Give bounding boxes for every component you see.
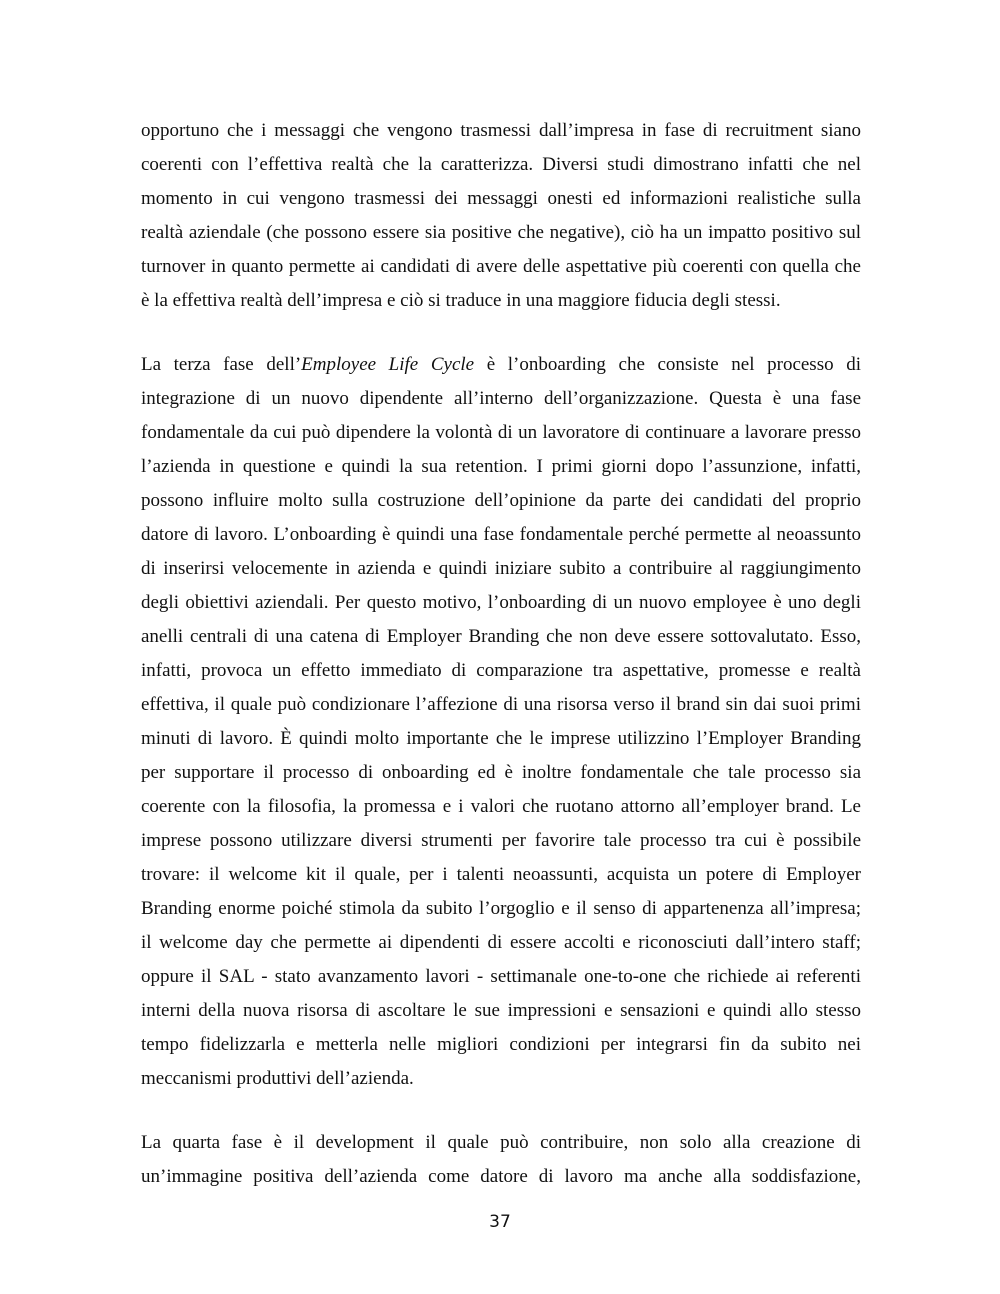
text-line bbox=[141, 348, 861, 382]
text-line: possono influire molto sulla costruzione dell’opinione da parte dei candidati del proprio bbox=[141, 490, 861, 511]
text-line: turnover in quanto permette ai candidati di avere delle aspettative più coerenti con quella che bbox=[141, 256, 861, 277]
text-line: è la effettiva realtà dell’impresa e ciò si traduce in una maggiore fiducia degli stessi. bbox=[141, 290, 781, 311]
text-line: integrazione di un nuovo dipendente all’interno dell’organizzazione. Questa è una fase bbox=[141, 388, 861, 409]
paragraph-spacing bbox=[141, 318, 861, 348]
text-line: interni della nuova risorsa di ascoltare le sue impressioni e sensazioni e quindi allo stesso bbox=[141, 1000, 861, 1021]
paragraph-spacing bbox=[141, 1096, 861, 1126]
text-line: per supportare il processo di onboarding ed è inoltre fondamentale che tale processo sia bbox=[141, 762, 861, 783]
text-run: La terza fase dell’ bbox=[141, 354, 302, 375]
paragraph-onboarding bbox=[141, 348, 861, 1096]
text-line: l’azienda in questione e quindi la sua retention. I primi giorni dopo l’assunzione, infatti, bbox=[141, 456, 861, 477]
text-line: tempo fidelizzarla e metterla nelle migliori condizioni per integrarsi fin da subito nei bbox=[141, 1034, 861, 1055]
text-line: coerente con la filosofia, la promessa e i valori che ruotano attorno all’employer brand. Le bbox=[141, 796, 861, 817]
page-number: 37 bbox=[489, 1212, 511, 1232]
text-line: oppure il SAL - stato avanzamento lavori - settimanale one-to-one che richiede ai referenti bbox=[141, 966, 861, 987]
paragraph-recruitment bbox=[141, 114, 861, 318]
text-line: coerenti con l’effettiva realtà che la caratterizza. Diversi studi dimostrano infatti che nel bbox=[141, 154, 861, 175]
text-line: di inserirsi velocemente in azienda e quindi iniziare subito a contribuire al raggiungimento bbox=[141, 558, 861, 579]
text-line: imprese possono utilizzare diversi strumenti per favorire tale processo tra cui è possibile bbox=[141, 830, 861, 851]
text-line: trovare: il welcome kit il quale, per i talenti neoassunti, acquista un potere di Employer bbox=[141, 864, 861, 885]
text-line: meccanismi produttivi dell’azienda. bbox=[141, 1068, 414, 1089]
text-line: La quarta fase è il development il quale può contribuire, non solo alla creazione di bbox=[141, 1132, 861, 1153]
paragraph-development bbox=[141, 1126, 861, 1194]
text-line: Branding enorme poiché stimola da subito l’orgoglio e il senso di appartenenza all’impresa; bbox=[141, 898, 861, 919]
text-line: minuti di lavoro. È quindi molto importante che le imprese utilizzino l’Employer Branding bbox=[141, 728, 861, 749]
text-line: datore di lavoro. L’onboarding è quindi una fase fondamentale perché permette al neoassunto bbox=[141, 524, 861, 545]
text-line: realtà aziendale (che possono essere sia positive che negative), ciò ha un impatto positivo sul bbox=[141, 222, 861, 243]
text-line: opportuno che i messaggi che vengono trasmessi dall’impresa in fase di recruitment siano bbox=[141, 120, 861, 141]
text-run: è l’onboarding che consiste nel processo di bbox=[474, 354, 861, 375]
text-line: effettiva, il quale può condizionare l’affezione di una risorsa verso il brand sin dai suoi primi bbox=[141, 694, 861, 715]
text-line: un’immagine positiva dell’azienda come datore di lavoro ma anche alla soddisfazione, bbox=[141, 1166, 861, 1187]
text-line: fondamentale da cui può dipendere la volontà di un lavoratore di continuare a lavorare presso bbox=[141, 422, 861, 443]
text-line: degli obiettivi aziendali. Per questo motivo, l’onboarding di un nuovo employee è uno degli bbox=[141, 592, 861, 613]
italic-term: Employee Life Cycle bbox=[301, 354, 475, 375]
text-line: momento in cui vengono trasmessi dei messaggi onesti ed informazioni realistiche sulla bbox=[141, 188, 861, 209]
text-line: infatti, provoca un effetto immediato di comparazione tra aspettative, promesse e realtà bbox=[141, 660, 861, 681]
text-line: anelli centrali di una catena di Employer Branding che non deve essere sottovalutato. Esso, bbox=[141, 626, 861, 647]
text-line: il welcome day che permette ai dipendenti di essere accolti e riconosciuti dall’intero staff; bbox=[141, 932, 861, 953]
page-body bbox=[141, 114, 861, 1194]
